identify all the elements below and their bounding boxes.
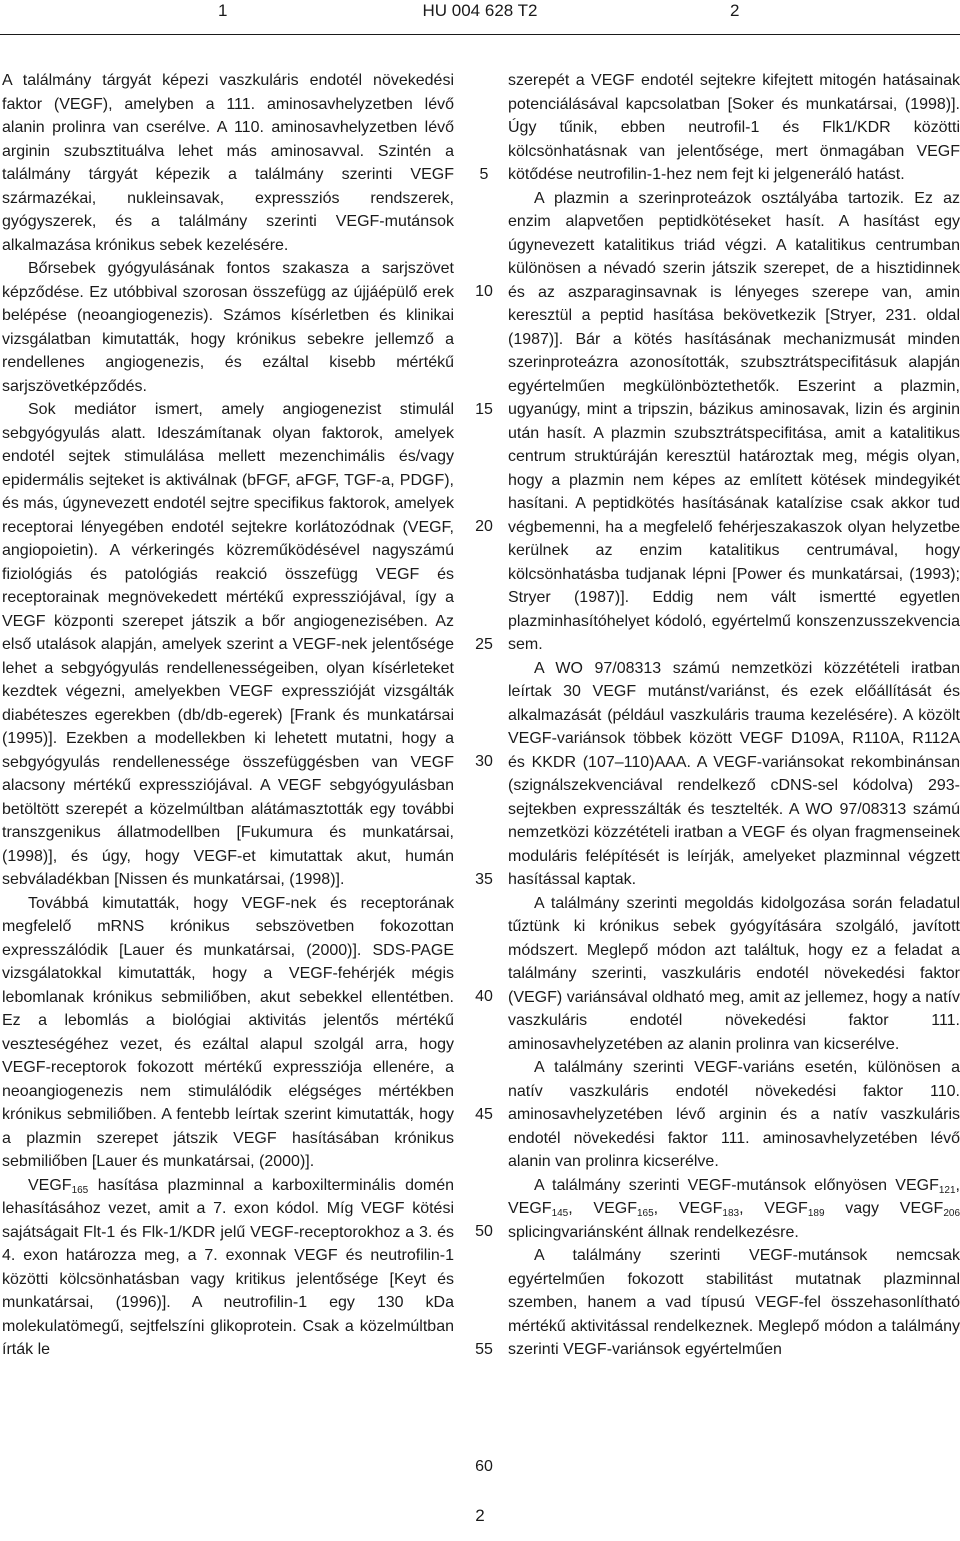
- line-number: 5: [479, 165, 489, 183]
- header-rule: [0, 34, 960, 35]
- term-subscript: 165: [71, 1184, 89, 1196]
- paragraph: A WO 97/08313 számú nemzetközi közzétételi iratban leírtak 30 VEGF mutánst/variánst, és ezek előállítását és alkalmazását (például vaszkuláris trauma kezelésére). A közölt VEGF-variánsok többek között VEGF D109A, R110A, R112A és KKDR (107–110)AAA. A VEGF-variánsokat rekombinánsan (szignálszekvenciával rendelkező cDNS-sel kódolva) 293-sejtekben expresszálták és tesztelték. A WO 97/08313 számú nemzetközi közzétételi iratban a VEGF és olyan fragmenseinek moduláris felépítését is leírják, amelyeket plazminnal végzett hasítással kaptak.: [508, 659, 960, 888]
- line-number: 15: [475, 400, 493, 418]
- paragraph: [2, 1174, 454, 1362]
- line-number: 55: [475, 1340, 493, 1358]
- variant-subscript: 183: [722, 1208, 740, 1219]
- page-number: 2: [475, 1506, 485, 1525]
- separator: ,: [653, 1200, 679, 1217]
- header-page-right: 2: [730, 1, 740, 20]
- separator: ,: [739, 1200, 765, 1217]
- variant-base: VEGF: [678, 1200, 723, 1217]
- paragraph: Sok mediátor ismert, amely angiogenezist stimulál sebgyógyulás alatt. Ideszámítanak olyan faktorok, amelyek endotél sejtek stimulálása mellett mezenchimális és/vagy epidermális sejteket is aktiválnak (bFGF, aFGF, TGF-a, PDGF), és más, úgynevezett endotél sejtre specifikus faktorok, amelyek receptorai lényegében endotél sejtekre korlátozódnak (VEGF, angiopoietin). A vérkeringés közreműködésével nagyszámú fiziológiás és patológiás reakció összefügg VEGF és receptorainak megnövekedett mértékű expressziójával, így a VEGF központi szerepet játszik a bőr angiogenezisében. Az első utalások alapján, amelyek szerint a VEGF-nek jelentősége lehet a sebgyógyulás rendellenességeiben, olyan kísérleteket kezdtek végezni, amelyekben VEGF expresszióját vizsgálták diabéteszes egerekben (db/db-egerek) [Frank és munkatársai (1995)]. Ezekben a modellekben ki lehetett mutatni, hogy a sebgyógyulás rendellenessége összefüggésben van VEGF alacsony mértékű expressziójával. A VEGF sebgyógyulásban betöltött szerepét a közelmúltban alátámasztották egy további transzgenikus állatmodellben [Fukumura és munkatársai, (1998)], és úgy, hogy VEGF-et kimutattak akut, humán sebváladékban [Nissen és munkatársai, (1998)].: [2, 401, 454, 888]
- variant-subscript: 145: [551, 1208, 569, 1219]
- variant-subscript: 165: [636, 1208, 654, 1219]
- paragraph: A találmány szerinti VEGF-mutánsok nemcsak egyértelműen fokozott stabilitást mutatnak plazminnal szemben, hanem a vad típusú VEGF-fel összehasonlítható mértékű aktivitással rendelkeznek. Meglepő módon a találmány szerinti VEGF-variánsok egyértelműen: [508, 1247, 960, 1358]
- separator: ,: [955, 1176, 960, 1194]
- left-column: [2, 69, 454, 1362]
- paragraph: szerepét a VEGF endotél sejtekre kifejtett mitogén hatásainak potenciálásával kapcsolatban [Soker és munkatársai, (1998)]. Úgy tűnik, ebben neutrofil-1 és Flk1/KDR közötti kölcsönhatásnak van jelentősége, mert önmagában VEGF kötődése neutrofilin-1-hez nem fejt ki jelgeneráló hatást.: [508, 72, 960, 183]
- line-number: 30: [475, 753, 493, 770]
- header-page-left: 1: [218, 1, 228, 20]
- variant-subscript: 206: [943, 1208, 960, 1219]
- term-base: VEGF: [28, 1176, 72, 1194]
- header-patent-number: HU 004 628 T2: [422, 1, 538, 20]
- variant-base: VEGF: [593, 1200, 637, 1217]
- line-number: 60: [475, 1458, 493, 1475]
- variant-subscript: 121: [938, 1184, 956, 1196]
- right-column: [508, 69, 960, 1362]
- paragraph-text: splicingvariánsként állnak rendelkezésre.: [508, 1223, 799, 1241]
- variant-base: VEGF: [764, 1200, 808, 1217]
- paragraph-text: A találmány szerinti VEGF-mutánsok előnyösen: [534, 1176, 888, 1194]
- line-number: 50: [475, 1223, 493, 1240]
- line-number: 40: [475, 988, 493, 1005]
- paragraph: A találmány szerinti VEGF-variáns esetén, különösen a natív vaszkuláris endotél növekedési faktor 110. aminosavhelyzetében lévő arginin és a natív vaszkuláris endotél növekedési faktor 111. aminosavhelyzetében lévő alanin van prolinra kicserélve.: [508, 1059, 960, 1170]
- line-number: 35: [475, 870, 493, 888]
- variant-base: VEGF: [895, 1176, 939, 1194]
- paragraph-text: hasítása plazminnal a karboxilterminális domén lehasításához vezet, amit a 7. exon kódol. Míg VEGF kötési sajátságait Flt-1 és Flk-1/KDR jelű VEGF-receptorokhoz a 3. és 4. exon határozza meg, a 7. exonnak VEGF és neutrofilin-1 közötti kölcsönhatásban vagy kritikus jelentősége [Keyt és munkatársai, (1996)]. A neutrofilin-1 egy 130 kDa molekulatömegű, sejtfelszíni glikoprotein. Csak a közelmúltban írták le: [2, 1176, 454, 1358]
- line-number: 10: [475, 283, 493, 300]
- line-number: 25: [475, 635, 493, 653]
- separator: ,: [568, 1200, 594, 1217]
- variant-subscript: 189: [807, 1208, 825, 1219]
- separator: vagy: [824, 1200, 900, 1217]
- paragraph: A találmány tárgyát képezi vaszkuláris endotél növekedési faktor (VEGF), amelyben a 111. aminosavhelyzetben lévő alanin prolinra van cserélve. A 110. aminosavhelyzetben lévő arginin szubsztituálva lehet más aminosavval. Szintén a találmány tárgyát képezik a találmány szerinti VEGF származékai, nukleinsavak, expressziós rendszerek, gyógyszerek, és a találmány szerinti VEGF-mutánsok alkalmazása krónikus sebek kezelésére.: [2, 72, 454, 254]
- paragraph: A találmány szerinti megoldás kidolgozása során feladatul tűztünk ki krónikus sebek gyógyítására szolgáló, javított módszert. Meglepő módon azt találtuk, hogy ez a feladat a találmány szerinti, vaszkuláris endotél növekedési faktor (VEGF) variánsával oldható meg, amit az jellemez, hogy a natív vaszkuláris endotél növekedési faktor 111. aminosavhelyzetében az alanin prolinra van kicserélve.: [508, 894, 960, 1053]
- paragraph: A plazmin a szerinproteázok osztályába tartozik. Ez az enzim alapvetően peptidkötéseket hasít. A hasítást egy úgynevezett katalitikus triád végzi. A katalitikus centrumban különösen a névadó szerin játszik szerepet, de a hisztidinnek és az aszparaginsavnak is lényeges szerepe van, amin keresztül a peptid hasítása bekövetkezik [Stryer, 231. oldal (1987)]. Bár a kötés hasításának mechanizmusát minden szerinproteázra azonosították, szubsztrátspecifitásuk alapján egyértelműen megkülönböztethetők. Eszerint a plazmin, ugyanúgy, mint a tripszin, bázikus aminosavak, lizin és arginin után hasít. A plazmin szubsztrátspecifitása, amit a katalitikus centrum struktúráján keresztül határoztak meg, mégis olyan, hogy a plazmin nem képes az említett kötések mindegyikét hasítani. A peptidkötés hasításának katalízise csak akkor tud végbemenni, ha a megfelelő fehérjeszakaszok olyan helyzetbe kerülnek az enzim katalitikus centrumával, hogy kölcsönhatásba tudjanak lépni [Power és munkatársai, (1993); Stryer (1987)]. Eddig nem vált ismertté egyetlen plazminhasítóhelyet kódoló, egyértelmű konszenzusszekvencia sem.: [508, 189, 960, 653]
- line-number: 20: [475, 518, 493, 535]
- line-number: 45: [475, 1105, 493, 1123]
- paragraph: Bőrsebek gyógyulásának fontos szakasza a sarjszövet képződése. Ez utóbbival szorosan összefügg az újjáépülő erek belépése (neoangiogenezis). Számos kísérletben és klinikai vizsgálatban kimutatták, hogy krónikus sebekre jellemző a rendellenes angiogenezis, és ezáltal kisebb mértékű sarjszövetképződés.: [2, 260, 454, 395]
- variant-base: VEGF: [899, 1200, 944, 1217]
- variant-base: VEGF: [508, 1200, 552, 1217]
- paragraph: Továbbá kimutatták, hogy VEGF-nek és receptorának megfelelő mRNS krónikus sebszövetben fokozottan expresszálódik [Lauer és munkatársai, (2000)]. SDS-PAGE vizsgálatokkal kimutatták, hogy a VEGF-fehérjék mégis lebomlanak krónikus sebmiliőben, akut sebekkel ellentétben. Ez a lebomlás a biológiai aktivitás jelentős mértékű veszteségéhez vezet, és ezáltal alapul szolgál arra, hogy VEGF-receptorok fokozott mértékű expressziója ellenére, a neoangiogenezis nem stimulálódik elégséges mértékben krónikus sebmiliőben. A fentebb leírtak szerint kimutatták, hogy a plazmin szerepet játszik VEGF hasításában krónikus sebmiliőben [Lauer és munkatársai, (2000)].: [2, 894, 454, 1170]
- paragraph: [508, 1174, 960, 1245]
